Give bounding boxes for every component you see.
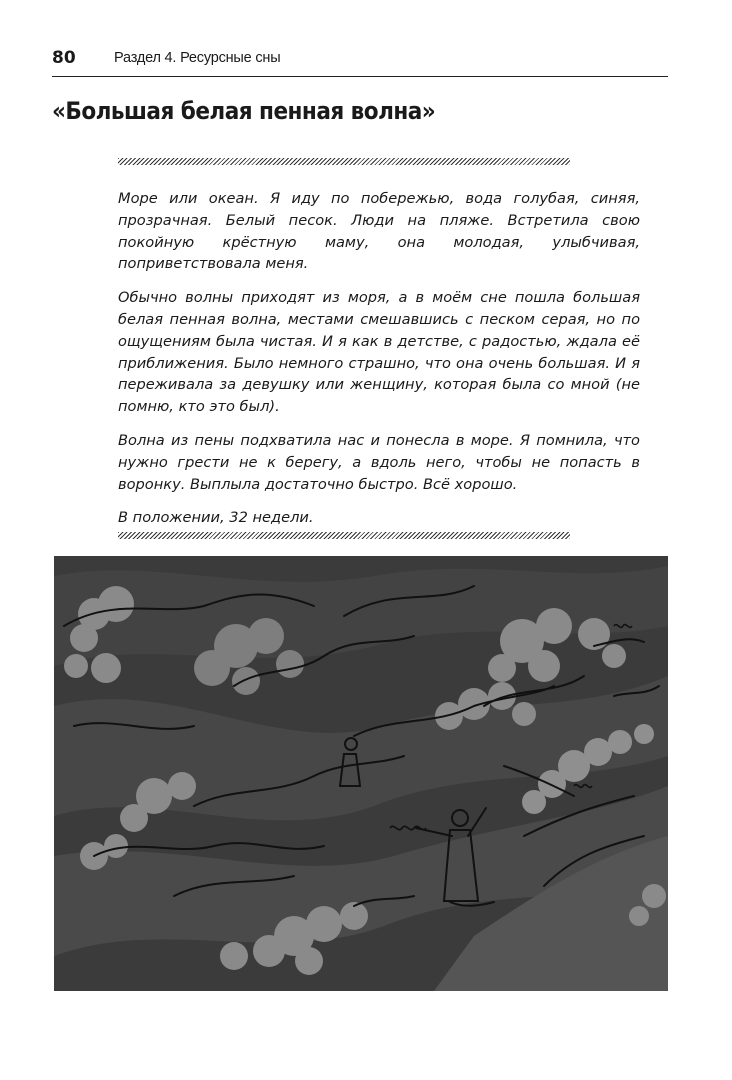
dream-text xyxy=(118,188,640,541)
section-title: Раздел 4. Ресурсные сны xyxy=(114,50,281,66)
paragraph: Обычно волны приходят из моря, а в моём сне пошла большая белая пенная волна, местами смешавшись с песком серая, но по ощущениям была чистая. И я как в детстве, с радостью, ждала её приближения. Было немного страшно, что она очень большая. И я переживала за девушку или женщину, которая была со мной (не помню, кто это был). xyxy=(118,289,640,416)
dream-title: «Большая белая пенная волна» xyxy=(52,97,436,125)
wave-drawing xyxy=(54,556,668,991)
running-head xyxy=(52,48,668,77)
hatched-divider-top xyxy=(118,158,570,165)
wave-illustration xyxy=(54,556,668,991)
paragraph: Волна из пены подхватила нас и понесла в море. Я помнила, что нужно грести не к берегу, а вдоль него, чтобы не попасть в воронку. Выплыла достаточно быстро. Всё хорошо. xyxy=(118,431,640,493)
paragraph: Море или океан. Я иду по побережью, вода голубая, синяя, прозрачная. Белый песок. Люди на пляже. Встретила свою покойную крёстную маму, она молодая, улыбчивая, поприветствовала меня. xyxy=(118,190,640,273)
paragraph: В положении, 32 недели. xyxy=(118,509,314,527)
hatched-divider-bottom xyxy=(118,532,570,539)
page-number: 80 xyxy=(52,48,76,68)
